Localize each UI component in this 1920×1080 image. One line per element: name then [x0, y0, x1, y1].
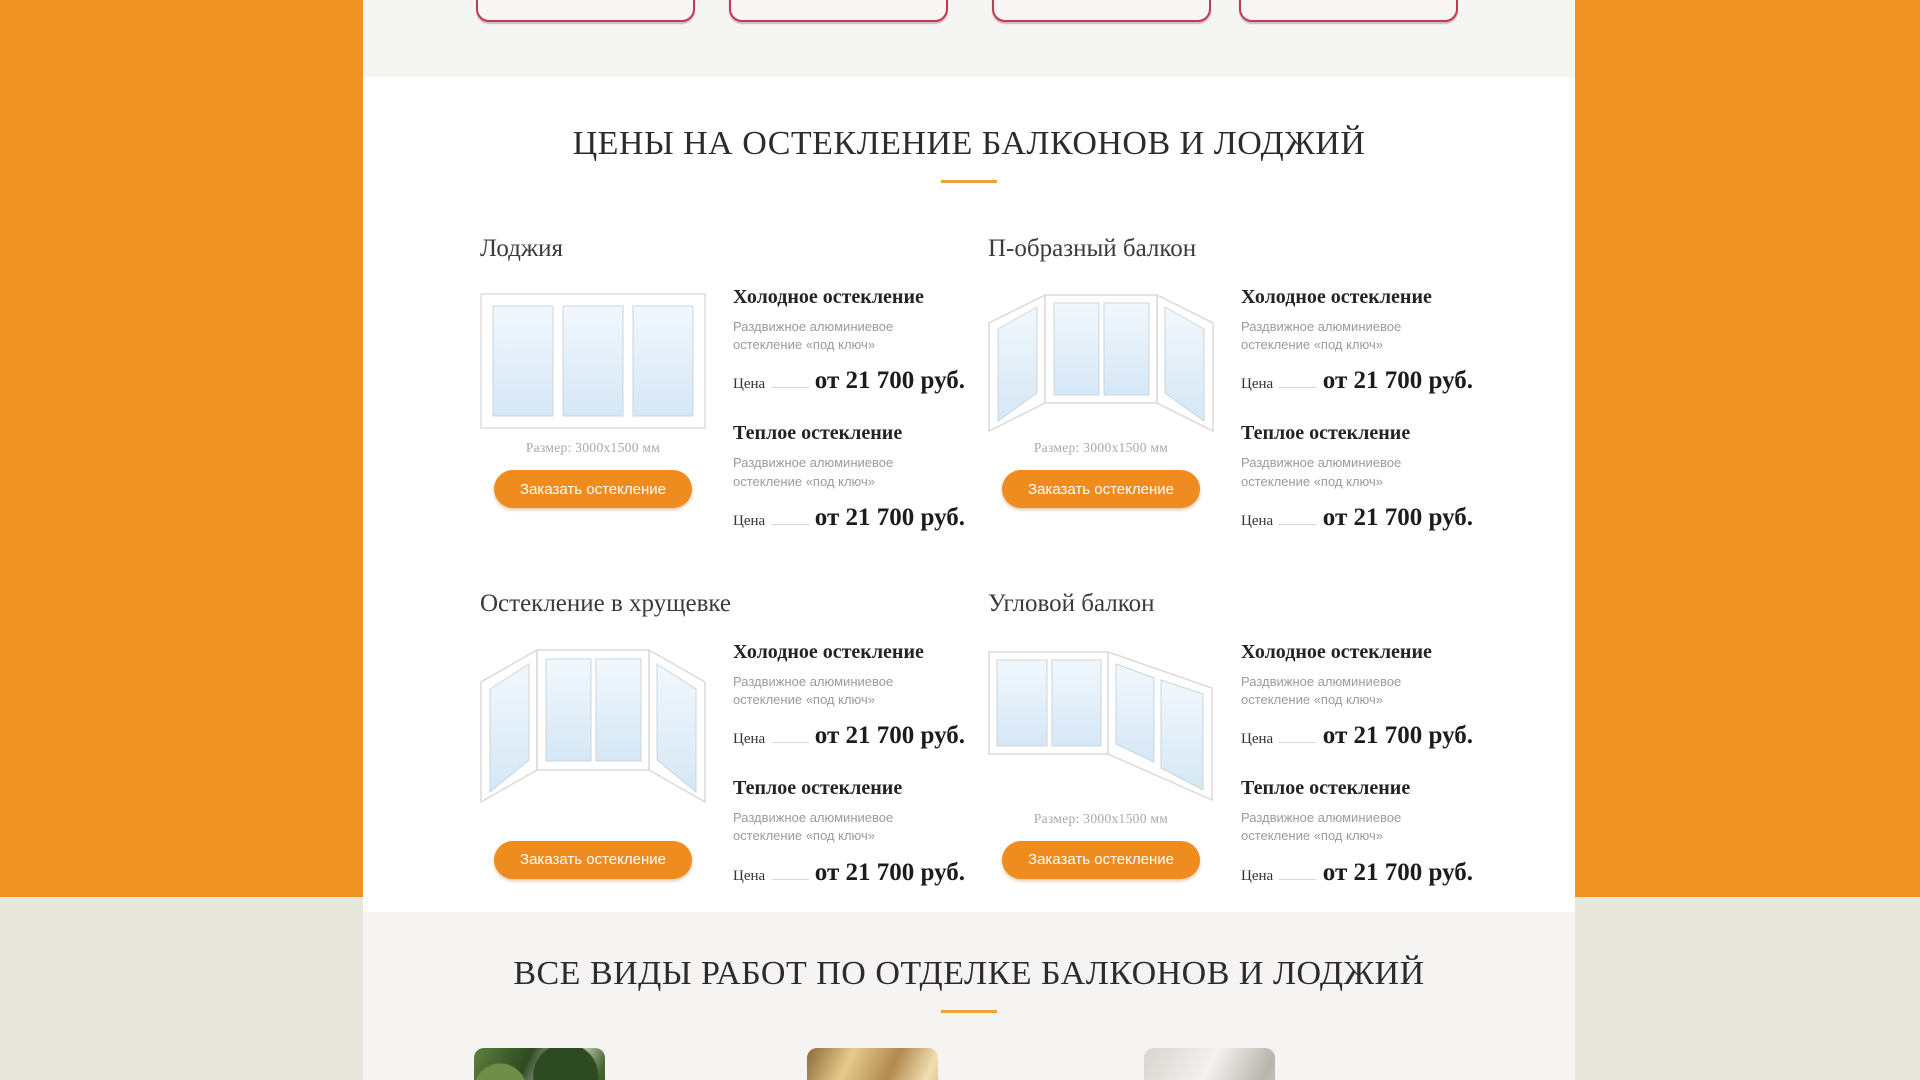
price-label: Цена	[733, 376, 766, 393]
offer-warm	[733, 777, 965, 886]
price-row	[1241, 504, 1473, 532]
partial-pill-button-4[interactable]	[1239, 0, 1458, 22]
khrushchevka-window-illustration	[480, 648, 706, 804]
price-value: от 21 700 руб.	[1322, 503, 1473, 531]
price-leader-line	[1279, 524, 1317, 525]
price-row	[733, 722, 965, 750]
offer-warm	[1241, 777, 1473, 886]
works-heading: ВСЕ ВИДЫ РАБОТ ПО ОТДЕЛКЕ БАЛКОНОВ И ЛОДЖИЙ	[513, 955, 1425, 992]
price-label: Цена	[1241, 731, 1274, 748]
content-column	[363, 0, 1575, 1080]
price-label: Цена	[733, 731, 766, 748]
offer-warm	[1241, 422, 1473, 531]
price-row	[1241, 722, 1473, 750]
price-leader-line	[771, 742, 809, 743]
partial-pill-button-1[interactable]	[476, 0, 695, 22]
price-leader-line	[771, 524, 809, 525]
offer-cold	[733, 641, 965, 750]
offer-title: Теплое остекление	[733, 422, 903, 445]
offer-cold	[1241, 641, 1473, 750]
size-caption: Размер: 3000x1500 мм	[1033, 440, 1169, 455]
price-label: Цена	[733, 512, 766, 529]
prices-section	[363, 77, 1575, 912]
price-card-loggia	[480, 235, 965, 532]
price-row	[733, 504, 965, 532]
order-glazing-button[interactable]: Заказать остекление	[1002, 841, 1200, 879]
corner-window-illustration	[988, 648, 1214, 804]
price-leader-line	[771, 879, 809, 880]
price-leader-line	[1279, 742, 1317, 743]
u-shaped-window-illustration	[988, 293, 1214, 433]
size-caption: Размер: 3000x1500 мм	[1033, 810, 1169, 826]
offer-description: Раздвижное алюминиевое остекление «под ключ»	[733, 455, 894, 489]
price-row	[733, 367, 965, 395]
order-glazing-button[interactable]: Заказать остекление	[494, 470, 692, 508]
offer-title: Теплое остекление	[1241, 422, 1411, 445]
offer-description: Раздвижное алюминиевое остекление «под ключ»	[733, 319, 894, 353]
partial-pill-button-2[interactable]	[729, 0, 948, 22]
price-row	[733, 859, 965, 887]
price-value: от 21 700 руб.	[1322, 858, 1473, 886]
offer-title: Холодное остекление	[1241, 640, 1432, 663]
offer-title: Теплое остекление	[1241, 777, 1411, 800]
price-value: от 21 700 руб.	[814, 367, 965, 395]
offer-description: Раздвижное алюминиевое остекление «под ключ»	[733, 673, 894, 707]
partial-pill-button-3[interactable]	[992, 0, 1211, 22]
offer-description: Раздвижное алюминиевое остекление «под ключ»	[1241, 810, 1402, 844]
offer-description: Раздвижное алюминиевое остекление «под ключ»	[1241, 673, 1402, 707]
price-card-khrushchevka	[480, 590, 965, 887]
price-value: от 21 700 руб.	[1322, 722, 1473, 750]
price-card-u-shaped	[988, 235, 1473, 532]
offer-description: Раздвижное алюминиевое остекление «под ключ»	[1241, 319, 1402, 353]
offer-title: Холодное остекление	[733, 640, 924, 663]
offer-cold	[1241, 286, 1473, 395]
price-cards-grid	[363, 183, 1575, 887]
loggia-window-illustration	[480, 293, 706, 433]
price-label: Цена	[733, 867, 766, 884]
price-card-corner	[988, 590, 1473, 887]
size-caption: Размер: 3000x1500 мм	[525, 440, 661, 455]
offer-description: Раздвижное алюминиевое остекление «под ключ»	[733, 810, 894, 844]
order-glazing-button[interactable]: Заказать остекление	[494, 841, 692, 879]
work-photo-light-panels[interactable]	[1144, 1048, 1275, 1080]
top-strip	[363, 0, 1575, 77]
offer-title: Холодное остекление	[733, 286, 924, 308]
card-title: Остекление в хрущевке	[480, 589, 731, 617]
price-label: Цена	[1241, 867, 1274, 884]
price-leader-line	[1279, 387, 1317, 388]
prices-heading: ЦЕНЫ НА ОСТЕКЛЕНИЕ БАЛКОНОВ И ЛОДЖИЙ	[572, 125, 1366, 162]
price-row	[1241, 859, 1473, 887]
price-label: Цена	[1241, 512, 1274, 529]
price-leader-line	[771, 387, 809, 388]
price-row	[1241, 367, 1473, 395]
card-title: Лоджия	[480, 235, 563, 262]
price-leader-line	[1279, 879, 1317, 880]
price-value: от 21 700 руб.	[814, 722, 965, 750]
works-section	[363, 912, 1575, 1080]
price-label: Цена	[1241, 376, 1274, 393]
card-title: П-образный балкон	[988, 235, 1197, 262]
price-value: от 21 700 руб.	[814, 503, 965, 531]
offer-warm	[733, 422, 965, 531]
size-caption	[480, 811, 706, 828]
price-value: от 21 700 руб.	[1322, 367, 1473, 395]
work-photo-wood-finish[interactable]	[807, 1048, 938, 1080]
price-value: от 21 700 руб.	[814, 858, 965, 886]
order-glazing-button[interactable]: Заказать остекление	[1002, 470, 1200, 508]
heading-divider	[941, 1010, 997, 1013]
work-photo-greenery[interactable]	[474, 1048, 605, 1080]
offer-cold	[733, 286, 965, 395]
offer-title: Холодное остекление	[1241, 286, 1432, 308]
card-title: Угловой балкон	[988, 589, 1155, 617]
offer-title: Теплое остекление	[733, 777, 903, 800]
offer-description: Раздвижное алюминиевое остекление «под ключ»	[1241, 455, 1402, 489]
